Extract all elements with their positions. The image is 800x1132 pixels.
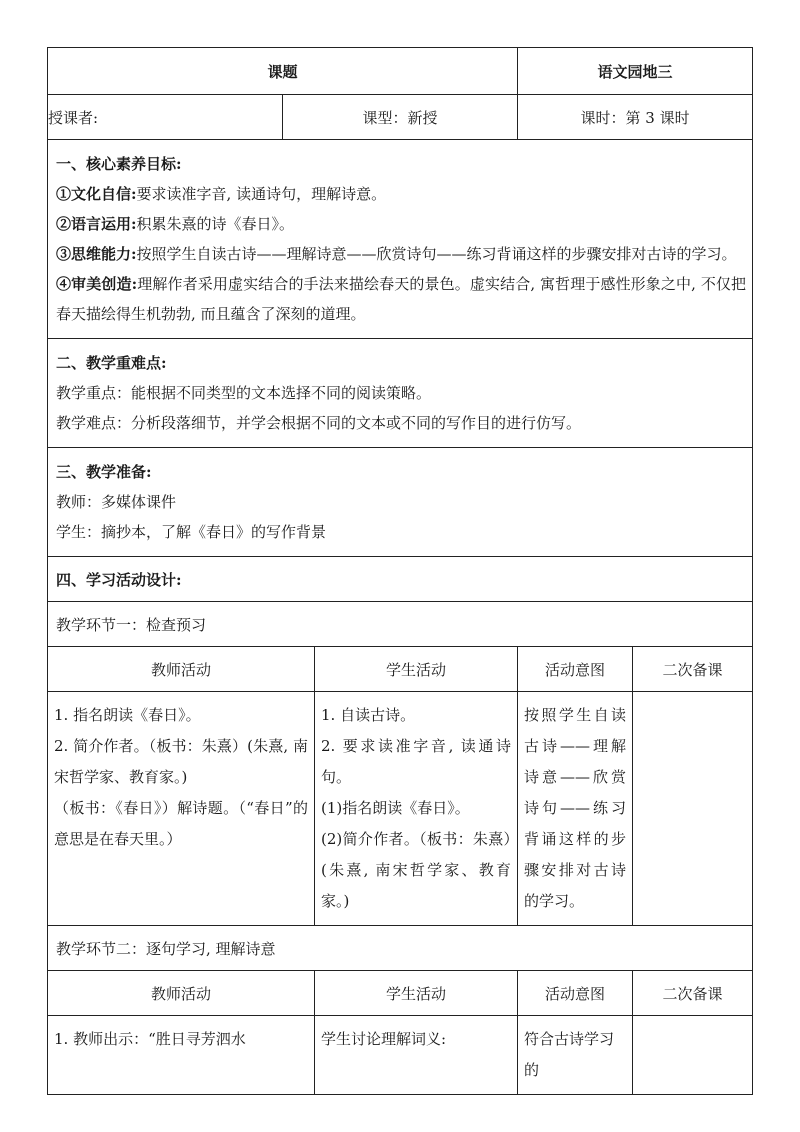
- goal-item: ③思维能力:按照学生自读古诗——理解诗意——欣赏诗句——练习背诵这样的步骤安排对古诗的学习。: [56, 245, 737, 263]
- difficulty-title: 二、教学重难点:: [56, 354, 167, 372]
- teacher-field: 授课者:: [48, 95, 283, 140]
- col-prep2: 二次备课: [633, 971, 753, 1016]
- meta-row: [48, 95, 753, 140]
- lesson-plan: [47, 47, 752, 1095]
- design-title: 四、学习活动设计:: [48, 557, 753, 602]
- subject-value: 语文园地三: [518, 48, 753, 95]
- step2-label: 教学环节二：逐句学习, 理解诗意: [48, 926, 753, 971]
- goals-title: 一、核心素养目标:: [56, 155, 182, 173]
- col-teacher: 教师活动: [48, 971, 315, 1016]
- step2-row: [48, 926, 753, 971]
- column-header-row-2: [48, 971, 753, 1016]
- step2-content-row: [48, 1016, 753, 1095]
- step1-label: 教学环节一：检查预习: [48, 602, 753, 647]
- goal-item: ④审美创造:理解作者采用虚实结合的手法来描绘春天的景色。虚实结合, 寓哲理于感性形象之中, 不仅把春天描绘得生机勃勃, 而且蕴含了深刻的道理。: [56, 275, 747, 323]
- hard-point: 教学难点：分析段落细节，并学会根据不同的文本或不同的写作目的进行仿写。: [56, 414, 582, 432]
- col-student: 学生活动: [315, 971, 518, 1016]
- step2-student: 学生讨论理解词义:: [315, 1016, 518, 1095]
- prep-teacher: 教师：多媒体课件: [56, 493, 177, 511]
- difficulty-section: [48, 339, 753, 448]
- step1-row: [48, 602, 753, 647]
- col-intent: 活动意图: [518, 647, 633, 692]
- design-row: [48, 557, 753, 602]
- step1-intent: 按照学生自读古诗——理解诗意——欣赏诗句——练习背诵这样的步骤安排对古诗的学习。: [518, 692, 633, 926]
- col-prep2: 二次备课: [633, 647, 753, 692]
- lesson-plan-table: [47, 47, 753, 1095]
- col-student: 学生活动: [315, 647, 518, 692]
- step1-student: 1. 自读古诗。 2. 要求读准字音, 读通诗句。 (1)指名朗读《春日》。 (2)简介作者。（板书：朱熹）(朱熹, 南宋哲学家、教育家。): [315, 692, 518, 926]
- goal-item: ①文化自信:要求读准字音, 读通诗句，理解诗意。: [56, 185, 387, 203]
- prep-student: 学生：摘抄本，了解《春日》的写作背景: [56, 523, 327, 541]
- step1-prep2: [633, 692, 753, 926]
- goals-section: [48, 140, 753, 339]
- column-header-row: [48, 647, 753, 692]
- lesson-type: 课型：新授: [283, 95, 518, 140]
- step1-content-row: [48, 692, 753, 926]
- col-teacher: 教师活动: [48, 647, 315, 692]
- header-row: [48, 48, 753, 95]
- step2-intent: 符合古诗学习的: [518, 1016, 633, 1095]
- step2-prep2: [633, 1016, 753, 1095]
- col-intent: 活动意图: [518, 971, 633, 1016]
- goal-item: ②语言运用:积累朱熹的诗《春日》。: [56, 215, 295, 233]
- step2-teacher: 1. 教师出示：“胜日寻芳泗水: [48, 1016, 315, 1095]
- subject-label: 课题: [48, 48, 518, 95]
- step1-teacher: 1. 指名朗读《春日》。 2. 简介作者。（板书：朱熹）(朱熹, 南宋哲学家、教育家。) （板书：《春日》）解诗题。（“春日”的意思是在春天里。）: [48, 692, 315, 926]
- prep-title: 三、教学准备:: [56, 463, 152, 481]
- key-point: 教学重点：能根据不同类型的文本选择不同的阅读策略。: [56, 384, 432, 402]
- prep-section: [48, 448, 753, 557]
- lesson-period: 课时：第 3 课时: [518, 95, 753, 140]
